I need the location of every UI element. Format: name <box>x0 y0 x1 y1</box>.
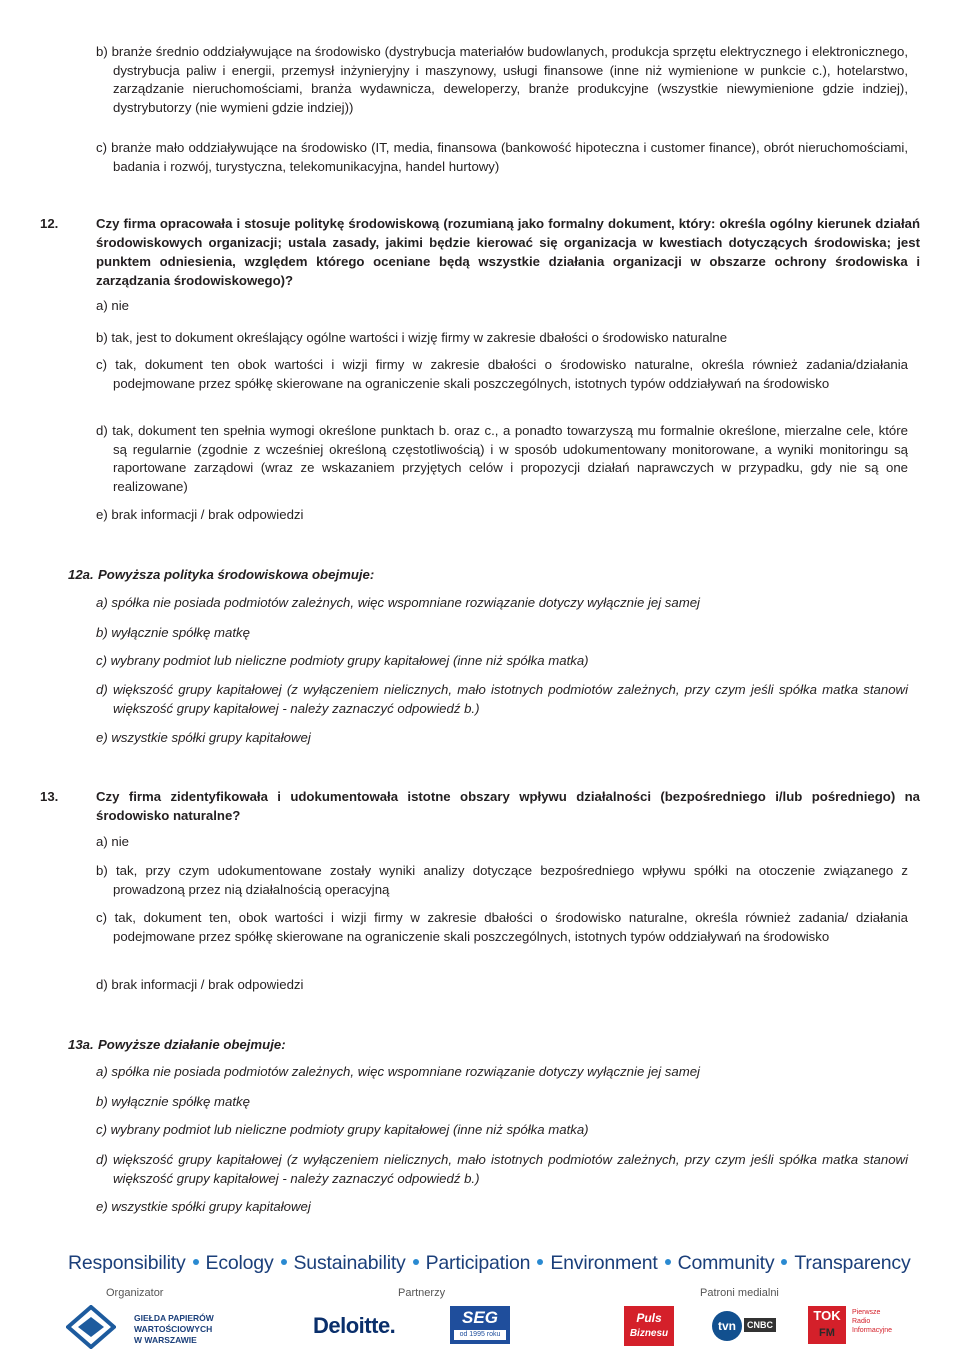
q13a-option-b: b) wyłącznie spółkę matkę <box>96 1094 250 1109</box>
deloitte-logo: Deloitte. <box>313 1313 396 1338</box>
intro-option-b: b) branże średnio oddziaływujące na środowisko (dystrybucja materiałów budowlanych, produkcja sprzętu elektrycznego i elektronicznego, dystrybucja paliw i energii, przemysł inżynieryjny i maszynowy, usługi finansowe (inne niż wymienione w punkcie c.), hotelarstwo, zarządzanie nieruchomościami, branża wydawnicza, deweloperzy, branże produkcyjne (wszystkie niewymienione gdzie indziej), dystrybutorzy (nie wymieni gdzie indziej)) <box>96 44 908 115</box>
question-12a <box>68 565 892 584</box>
gpw-logo-icon <box>66 1305 116 1349</box>
q12-option-d: d) tak, dokument ten spełnia wymogi określone punktach b. oraz c., a ponadto towarzyszą mu formalnie określone, mierzalne cele, które są regularnie (zgodnie z wcześniej określoną częstotliwością) i w sposób udokumentowany monitorowane, a wyniki monitoringu są raportowane zarządowi (wraz ze wskazaniem przyjętych celów i propozycji działań naprawczych w przypadku, gdy nie są one realizowane) <box>96 423 908 494</box>
footer-word: Environment <box>550 1252 658 1274</box>
q12-option-b: b) tak, jest to dokument określający ogólne wartości i wizję firmy w zakresie dbałości o środowisko naturalne <box>96 330 728 345</box>
q13-option-b: b) tak, przy czym udokumentowane zostały wyniki analizy dotyczące bezpośredniego wpływu spółki na otoczenie związanego z prowadzoną przez nią działalnością operacyjną <box>96 863 908 897</box>
footer-word: Ecology <box>205 1252 274 1274</box>
media-patrons-label: Patroni medialni <box>700 1287 779 1299</box>
seg-logo-sub: od 1995 roku <box>454 1330 506 1340</box>
question-13a <box>68 1035 892 1054</box>
cnbc-logo: CNBC <box>744 1318 776 1332</box>
q12a-option-e: e) wszystkie spółki grupy kapitałowej <box>96 730 311 745</box>
footer-word: Sustainability <box>293 1252 406 1274</box>
footer-word: Transparency <box>794 1252 911 1274</box>
q12-option-e: e) brak informacji / brak odpowiedzi <box>96 507 304 522</box>
tokfm-text: FM <box>819 1327 835 1339</box>
tokfm-tagline-line: Informacyjne <box>852 1327 893 1334</box>
footer-word: Participation <box>425 1252 531 1274</box>
footer-word: Community <box>677 1252 775 1274</box>
question-number: 13a. <box>68 1037 94 1052</box>
partners-label: Partnerzy <box>398 1287 446 1299</box>
q13a-option-e: e) wszystkie spółki grupy kapitałowej <box>96 1199 311 1214</box>
question-text: Czy firma zidentyfikowała i udokumentowała istotne obszary wpływu działalności (bezpośredniego i/lub pośredniego) na środowisko naturalne? <box>96 789 920 823</box>
bullet-dot <box>281 1259 287 1265</box>
bullet-dot <box>413 1259 419 1265</box>
q12a-option-b: b) wyłącznie spółkę matkę <box>96 625 250 640</box>
question-number: 12a. <box>68 567 94 582</box>
intro-option-c: c) branże mało oddziaływujące na środowisko (IT, media, finansowa (bankowość hipoteczna i customer finance), obrót nieruchomościami, badania i rozwój, turystyczna, telekomunikacyjna, handel hurtowy) <box>96 140 908 174</box>
puls-logo-line: Biznesu <box>629 1328 669 1339</box>
tokfm-tagline-line: Radio <box>852 1318 871 1325</box>
q13a-option-d: d) większość grupy kapitałowej (z wyłączeniem nielicznych, mało istotnych podmiotów zależnych, przy czym jeśli spółka matka stanowi większość grupy kapitałowej - należy zaznaczyć odpowiedź b.) <box>96 1152 908 1186</box>
q13a-option-c: c) wybrany podmiot lub nieliczne podmioty grupy kapitałowej (inne niż spółka matka) <box>96 1122 589 1137</box>
tvn-logo: tvn <box>712 1311 742 1341</box>
seg-logo <box>450 1306 510 1344</box>
bullet-dot <box>781 1259 787 1265</box>
bullet-dot <box>537 1259 543 1265</box>
question-number: 12. <box>40 216 59 231</box>
puls-biznesu-logo <box>624 1306 674 1346</box>
organizer-label: Organizator <box>106 1287 164 1299</box>
q13-option-d: d) brak informacji / brak odpowiedzi <box>96 977 304 992</box>
q12-option-c: c) tak, dokument ten obok wartości i wizji firmy w zakresie dbałości o środowisko naturalne, określa również zadania/działania podejmowane przez spółkę skierowane na ograniczenie skali poszczególnych, istotnych typów oddziaływań na środowisko <box>96 357 908 391</box>
q13a-option-a: a) spółka nie posiada podmiotów zależnych, więc wspomniane rozwiązanie dotyczy wyłącznie jej samej <box>96 1064 700 1079</box>
question-text: Powyższa polityka środowiskowa obejmuje: <box>98 567 375 582</box>
gpw-logo-text <box>134 1313 214 1346</box>
tokfm-tagline <box>852 1308 892 1335</box>
question-text: Czy firma opracowała i stosuje politykę środowiskową (rozumianą jako formalny dokument, który: określa ogólny kierunek działań środowiskowych organizacji; ustala zasady, jakimi będzie kierować się organizacja w kwestiach dotyczących środowiska; jest punktem odniesienia, względem którego oceniane będą wszystkie działania organizacji w obszarze ochrony środowiska i zarządzania środowiskowego)? <box>96 216 920 288</box>
seg-logo-text: SEG <box>462 1308 498 1327</box>
gpw-line: W WARSZAWIE <box>134 1335 197 1345</box>
tokfm-logo <box>808 1306 846 1344</box>
footer-word: Responsibility <box>68 1252 186 1274</box>
question-13 <box>40 787 920 825</box>
bullet-dot <box>193 1259 199 1265</box>
q12a-option-c: c) wybrany podmiot lub nieliczne podmioty grupy kapitałowej (inne niż spółka matka) <box>96 653 589 668</box>
q13-option-a: a) nie <box>96 834 129 849</box>
gpw-line: WARTOŚCIOWYCH <box>134 1324 213 1334</box>
question-text: Powyższe działanie obejmuje: <box>98 1037 286 1052</box>
q12a-option-d: d) większość grupy kapitałowej (z wyłączeniem nielicznych, mało istotnych podmiotów zależnych, przy czym jeśli spółka matka stanowi większość grupy kapitałowej - należy zaznaczyć odpowiedź b.) <box>96 682 908 716</box>
bullet-dot <box>665 1259 671 1265</box>
question-number: 13. <box>40 789 59 804</box>
puls-logo-line: Puls <box>636 1311 662 1325</box>
tokfm-text: TOK <box>813 1308 841 1323</box>
q13-option-c: c) tak, dokument ten, obok wartości i wizji firmy w zakresie dbałości o środowisko naturalne, określa również zadania/ działania podejmowane przez spółkę skierowane na ograniczenie skali poszczególnych, istotnych typów oddziaływań na środowisko <box>96 910 908 944</box>
question-12 <box>40 214 920 290</box>
q12a-option-a: a) spółka nie posiada podmiotów zależnych, więc wspomniane rozwiązanie dotyczy wyłącznie jej samej <box>96 595 700 610</box>
gpw-line: GIEŁDA PAPIERÓW <box>134 1313 214 1323</box>
footer-tagline <box>68 1252 911 1280</box>
q12-option-a: a) nie <box>96 298 129 313</box>
tokfm-tagline-line: Pierwsze <box>852 1309 881 1316</box>
